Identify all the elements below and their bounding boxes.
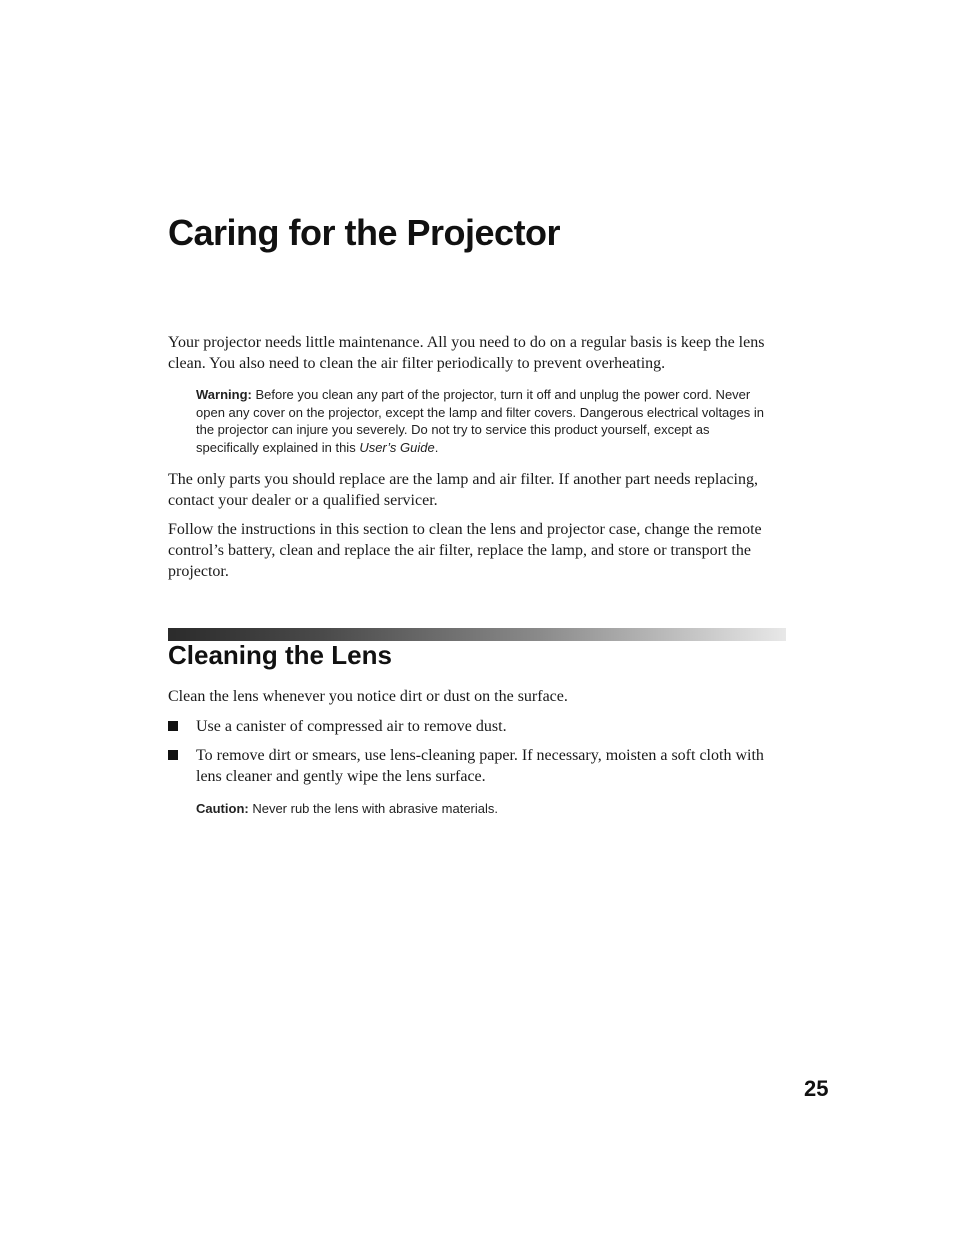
square-bullet-icon (168, 721, 178, 731)
section-title: Cleaning the Lens (168, 640, 392, 670)
intro-paragraph: Your projector needs little maintenance. All you need to do on a regular basis is keep the lens clean. You also need to clean the air filter periodically to prevent overheating. (168, 334, 765, 372)
warning-guide-title: User’s Guide (359, 439, 435, 455)
warning-note (196, 386, 766, 456)
caution-note (196, 800, 766, 818)
section-intro: Clean the lens whenever you notice dirt or dust on the surface. (168, 688, 568, 705)
list-item-text: To remove dirt or smears, use lens-cleaning paper. If necessary, moisten a soft cloth with lens cleaner and gently wipe the lens surface. (196, 747, 764, 785)
chapter-title: Caring for the Projector (168, 212, 561, 253)
list-item-text: Use a canister of compressed air to remove dust. (196, 718, 507, 735)
warning-text: Before you clean any part of the projector, turn it off and unplug the power cord. Never open any cover on the projector, except the lamp and filter covers. Dangerous electrical voltages in the projector can injure you severely. Do not try to service this product yourself, except as specifically explained in this (196, 387, 764, 455)
replace-parts-paragraph: The only parts you should replace are the lamp and air filter. If another part needs replacing, contact your dealer or a qualified servicer. (168, 471, 758, 509)
caution-label: Caution: (196, 801, 249, 816)
caution-text: Never rub the lens with abrasive materials. (248, 801, 498, 816)
warning-label: Warning: (196, 387, 252, 402)
page-number: 25 (804, 1076, 829, 1101)
warning-end: . (434, 439, 439, 455)
instructions-paragraph: Follow the instructions in this section to clean the lens and projector case, change the remote control’s battery, clean and replace the air filter, replace the lamp, and store or transport the projector. (168, 521, 762, 580)
square-bullet-icon (168, 750, 178, 760)
